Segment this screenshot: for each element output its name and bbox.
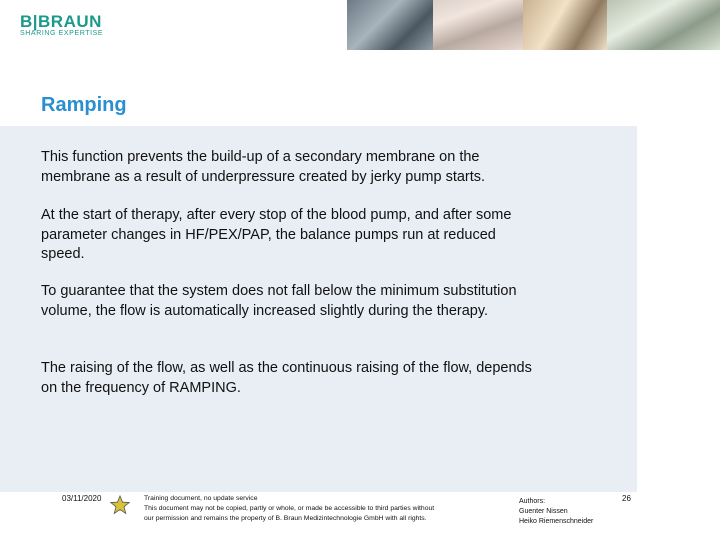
footer-disclaimer: [144, 494, 514, 524]
header-photo-team: [607, 0, 720, 50]
footer-date: 03/11/2020: [62, 494, 102, 503]
footer-authors: [519, 497, 593, 527]
paragraph-4: The raising of the flow, as well as the continuous raising of the flow, depends on the frequency of RAMPING.: [41, 360, 532, 396]
paragraph-3: To guarantee that the system does not fall below the minimum substitution volume, the flow is automatically increased slightly during the therapy.: [41, 283, 517, 319]
brand-tagline: SHARING EXPERTISE: [20, 30, 104, 37]
paragraph-1: This function prevents the build-up of a secondary membrane on the membrane as a result of underpressure created by jerky pump starts.: [41, 149, 486, 185]
disclaimer-line-3: our permission and remains the property of B. Braun Medizintechnologie GmbH with all rights.: [144, 515, 427, 522]
author-name-1: Guenter Nissen: [519, 508, 568, 515]
header-photo-lab: [347, 0, 433, 50]
disclaimer-line-1: Training document, no update service: [144, 495, 258, 502]
header-photo-clinic: [433, 0, 523, 50]
star-icon: [110, 495, 130, 515]
brand-name: B|BRAUN: [20, 12, 102, 31]
header-photo-strip: [347, 0, 720, 50]
disclaimer-line-2: This document may not be copied, partly or whole, or made be accessible to third parties without: [144, 505, 435, 512]
slide-title: Ramping: [41, 94, 127, 116]
authors-label: Authors:: [519, 498, 546, 505]
bbraun-logo: [20, 12, 103, 37]
header-photo-person: [523, 0, 607, 50]
paragraph-2: At the start of therapy, after every stop of the blood pump, and after some parameter changes in HF/PEX/PAP, the balance pumps run at reduced speed.: [41, 207, 512, 262]
page-number: 26: [622, 494, 631, 503]
author-name-2: Heiko Riemenschneider: [519, 518, 594, 525]
